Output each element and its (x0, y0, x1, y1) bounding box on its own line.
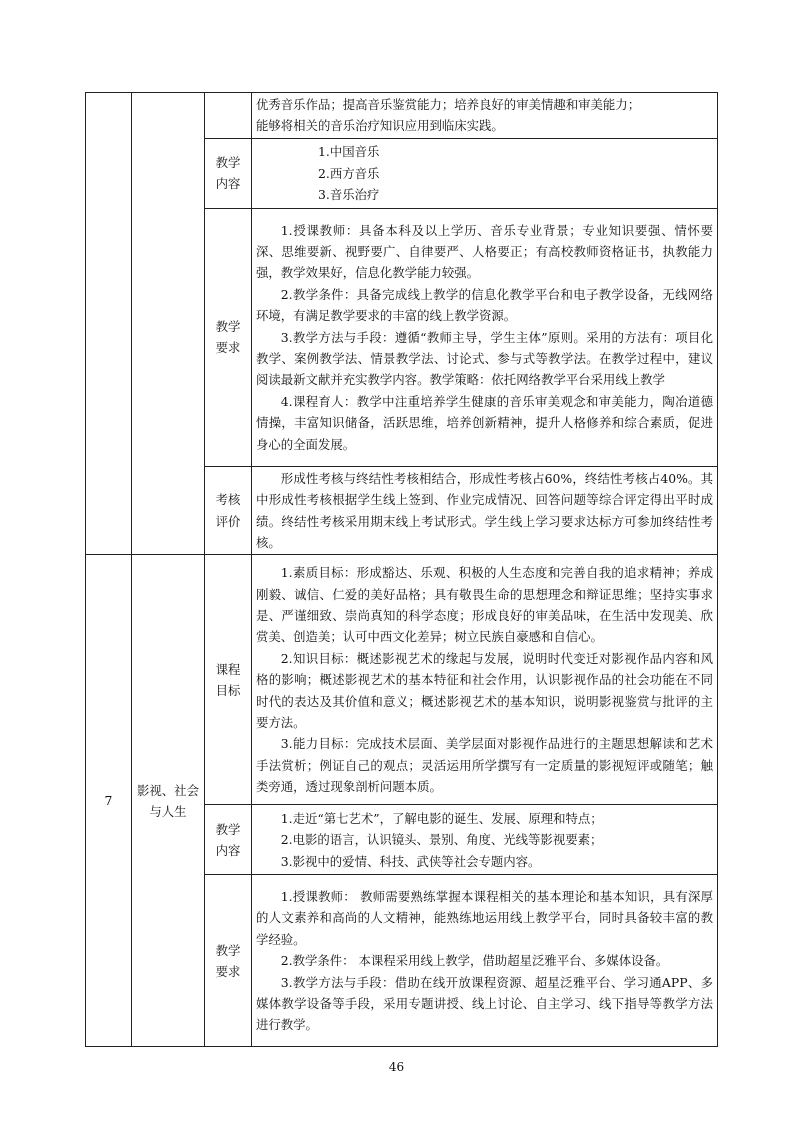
requirements-cell (252, 208, 718, 466)
list-item: 2.电影的语言，认识镜头、景别、角度、光线等影视要素； (280, 832, 603, 848)
label-line: 要求 (215, 963, 241, 979)
row-label (205, 208, 252, 466)
label-line: 课程 (215, 661, 241, 677)
label-line: 评价 (215, 513, 241, 529)
goals-cell (252, 555, 718, 805)
paragraph: 3.教学方法与手段：借助在线开放课程资源、超星泛雅平台、学习通APP、多媒体教学设备等手段，采用专题讲授、线上讨论、自主学习、线下指导等教学方法进行教学。 (256, 974, 713, 1033)
list-item: 1.走近“第七艺术”，了解电影的诞生、发展、原理和特点； (280, 810, 603, 826)
requirements-cell (252, 875, 718, 1047)
course-number-cell: 7 (86, 555, 132, 1047)
label-line: 教学 (215, 942, 241, 958)
content-cell (252, 805, 718, 875)
paragraph: 1.素质目标：形成豁达、乐观、积极的人生态度和完善自我的追求精神；养成刚毅、诚信、仁爱的美好品格；具有敬畏生命的思想理念和辩证思维；坚持实事求是、严谨细致、崇尚真知的科学态度；形成良好的审美品味，在生活中发现美、欣赏美、创造美；认可中西文化差异；树立民族自豪感和自信心。 (256, 565, 713, 645)
row-label (205, 875, 252, 1047)
label-line: 要求 (215, 340, 241, 356)
label-line: 内容 (215, 842, 241, 858)
paragraph: 1.授课教师：具备本科及以上学历、音乐专业背景；专业知识要强、情怀要深、思维要新、视野要广、自律要严、人格要正；有高校教师资格证书，执教能力强，教学效果好，信息化教学能力较强。 (256, 222, 713, 281)
page-number: 46 (388, 1060, 405, 1074)
paragraph: 3.能力目标：完成技术层面、美学层面对影视作品进行的主题思想解读和艺术手法赏析；例证自己的观点；灵活运用所学撰写有一定质量的影视短评或随笔；触类旁通，透过现象剖析问题本质。 (256, 736, 713, 795)
row-label (205, 555, 252, 805)
label-line: 内容 (215, 176, 241, 192)
paragraph: 1.授课教师： 教师需要熟练掌握本课程相关的基本理论和基本知识，具有深厚的人文素养和高尚的人文精神，能熟练地运用线上教学平台，同时具备较丰富的教学经验。 (256, 889, 713, 947)
label-line: 考核 (215, 492, 241, 508)
course-name-cell: 影视、社会与人生 (132, 555, 205, 1047)
list-item: 2.西方音乐 (318, 165, 380, 181)
list-item: 3.音乐治疗 (318, 187, 380, 203)
goal-tail-line: 能够将相关的音乐治疗知识应用到临床实践。 (256, 118, 504, 134)
evaluation-cell (252, 466, 718, 555)
label-line: 教学 (215, 821, 241, 837)
curriculum-table (85, 92, 718, 1047)
table-row (86, 93, 718, 139)
paragraph: 2.教学条件： 本课程采用线上教学，借助超星泛雅平台、多媒体设备。 (280, 953, 669, 969)
paragraph: 4.课程育人：教学中注重培养学生健康的音乐审美观念和审美能力，陶冶道德情操，丰富知识储备，活跃思维，培养创新精神，提升人格修养和综合素质，促进身心的全面发展。 (256, 393, 713, 452)
label-line: 教学 (215, 318, 241, 334)
content-cell (252, 138, 718, 208)
label-line: 目标 (215, 682, 241, 698)
list-item: 3.影视中的爱情、科技、武侠等社会专题内容。 (280, 853, 541, 869)
course-number-cell (86, 93, 132, 555)
paragraph: 3.教学方法与手段：遵循“教师主导，学生主体”原则。采用的方法有：项目化教学、案例教学法、情景教学法、讨论式、参与式等教学法。在教学过程中，建议阅读最新文献并充实教学内容。教学策略：依托网络教学平台采用线上教学 (256, 329, 713, 388)
label-line: 教学 (215, 154, 241, 170)
row-label (205, 466, 252, 555)
list-item: 1.中国音乐 (318, 144, 380, 160)
paragraph: 2.知识目标：概述影视艺术的缘起与发展，说明时代变迁对影视作品内容和风格的影响；概述影视艺术的基本特征和社会作用，认识影视作品的社会功能在不同时代的表达及其价值和意义；概述影视艺术的基本知识，说明影视鉴赏与批评的主要方法。 (256, 650, 713, 731)
paragraph: 形成性考核与终结性考核相结合，形成性考核占60%，终结性考核占40%。其中形成性考核根据学生线上签到、作业完成情况、回答问题等综合评定得出平时成绩。终结性考核采用期末线上考试形式。学生线上学习要求达标方可参加终结性考核。 (256, 470, 713, 551)
row-label (205, 805, 252, 875)
table-row (86, 555, 718, 805)
course-name-cell (132, 93, 205, 555)
goal-tail-line: 优秀音乐作品；提高音乐鉴赏能力；培养良好的审美情趣和审美能力； (256, 97, 641, 112)
row-label (205, 138, 252, 208)
goal-tail-cell (252, 93, 718, 139)
paragraph: 2.教学条件：具备完成线上教学的信息化教学平台和电子教学设备，无线网络环境，有满足教学要求的丰富的线上教学资源。 (256, 286, 713, 324)
row-label (205, 93, 252, 139)
